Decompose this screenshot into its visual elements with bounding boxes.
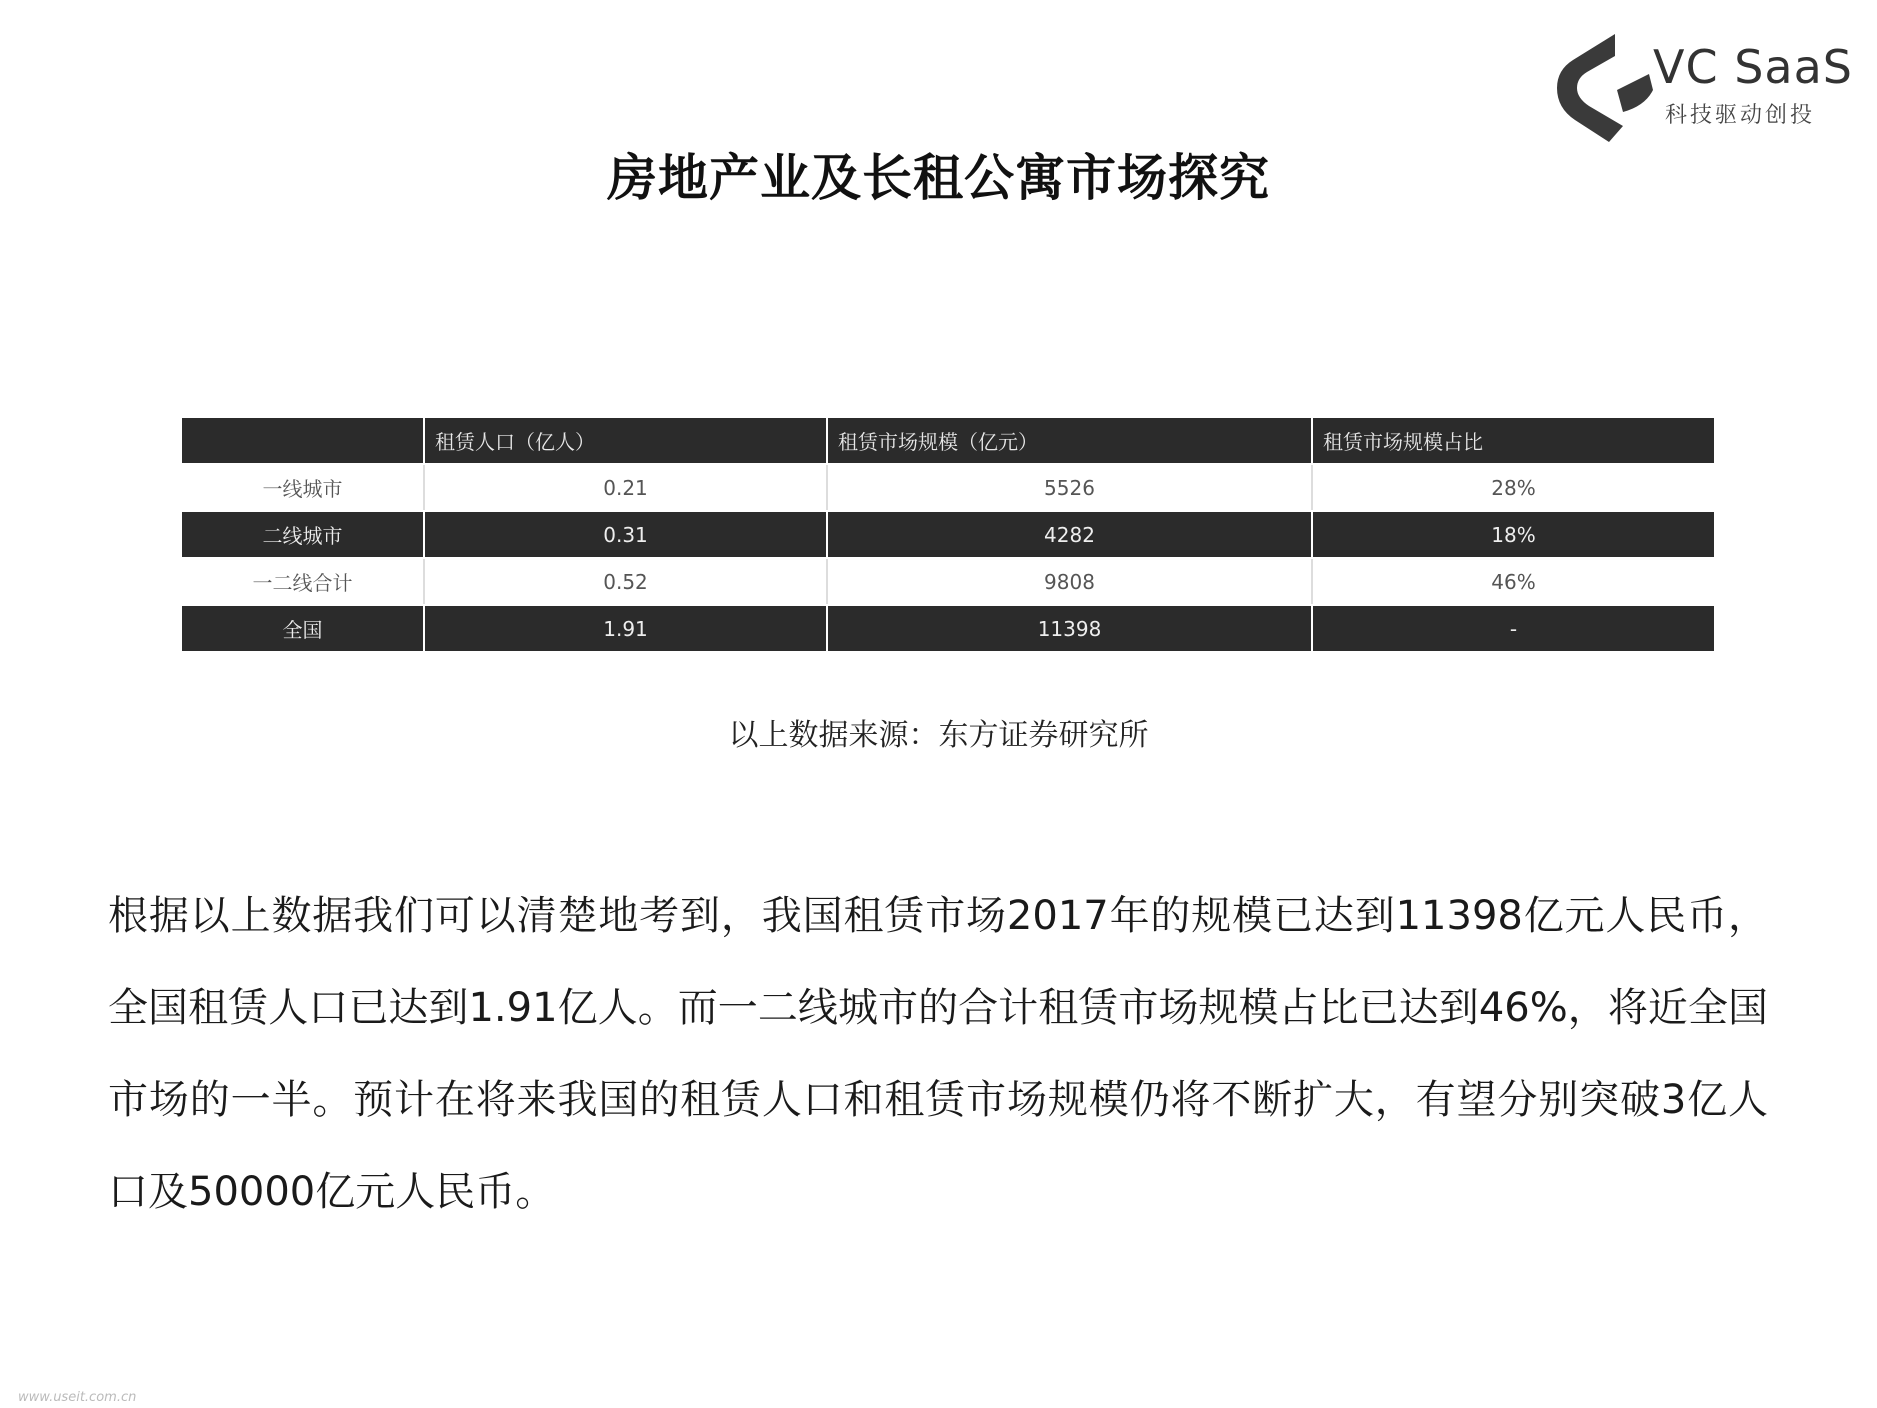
header-cell-population: 租赁人口（亿人） bbox=[424, 417, 827, 464]
cell-population: 0.31 bbox=[424, 511, 827, 558]
table-row bbox=[181, 511, 1715, 558]
cell-population: 0.21 bbox=[424, 464, 827, 511]
row-label: 全国 bbox=[181, 605, 424, 652]
row-label: 一线城市 bbox=[181, 464, 424, 511]
logo-text-sub: 科技驱动创投 bbox=[1665, 103, 1816, 128]
table-header-row bbox=[181, 417, 1715, 464]
row-label: 一二线合计 bbox=[181, 558, 424, 605]
page-title: 房地产业及长租公寓市场探究 bbox=[607, 149, 1270, 207]
source-note: 以上数据来源：东方证券研究所 bbox=[728, 718, 1149, 753]
cell-share: 28% bbox=[1312, 464, 1715, 511]
cell-share: - bbox=[1312, 605, 1715, 652]
header-cell-market-size: 租赁市场规模（亿元） bbox=[827, 417, 1312, 464]
table-row bbox=[181, 464, 1715, 511]
header-cell-share: 租赁市场规模占比 bbox=[1312, 417, 1715, 464]
cell-market-size: 5526 bbox=[827, 464, 1312, 511]
logo-mark-icon bbox=[1553, 30, 1663, 146]
row-label: 二线城市 bbox=[181, 511, 424, 558]
cell-population: 0.52 bbox=[424, 558, 827, 605]
body-paragraph: 根据以上数据我们可以清楚地考到，我国租赁市场2017年的规模已达到11398亿元人民币，全国租赁人口已达到1.91亿人。而一二线城市的合计租赁市场规模占比已达到46%，将近全国市场的一半。预计在将来我国的租赁人口和租赁市场规模仍将不断扩大，有望分别突破3亿人口及50000亿元人民币。 bbox=[108, 893, 1768, 1215]
table-row bbox=[181, 558, 1715, 605]
logo-text-main: VC SaaS bbox=[1653, 40, 1853, 94]
rental-market-table bbox=[180, 416, 1716, 653]
cell-market-size: 4282 bbox=[827, 511, 1312, 558]
cell-share: 46% bbox=[1312, 558, 1715, 605]
cell-share: 18% bbox=[1312, 511, 1715, 558]
header-cell-blank bbox=[181, 417, 424, 464]
cell-market-size: 9808 bbox=[827, 558, 1312, 605]
cell-population: 1.91 bbox=[424, 605, 827, 652]
vc-saas-logo bbox=[1553, 30, 1853, 150]
cell-market-size: 11398 bbox=[827, 605, 1312, 652]
table-row bbox=[181, 605, 1715, 652]
watermark: www.useit.com.cn bbox=[18, 1390, 137, 1405]
